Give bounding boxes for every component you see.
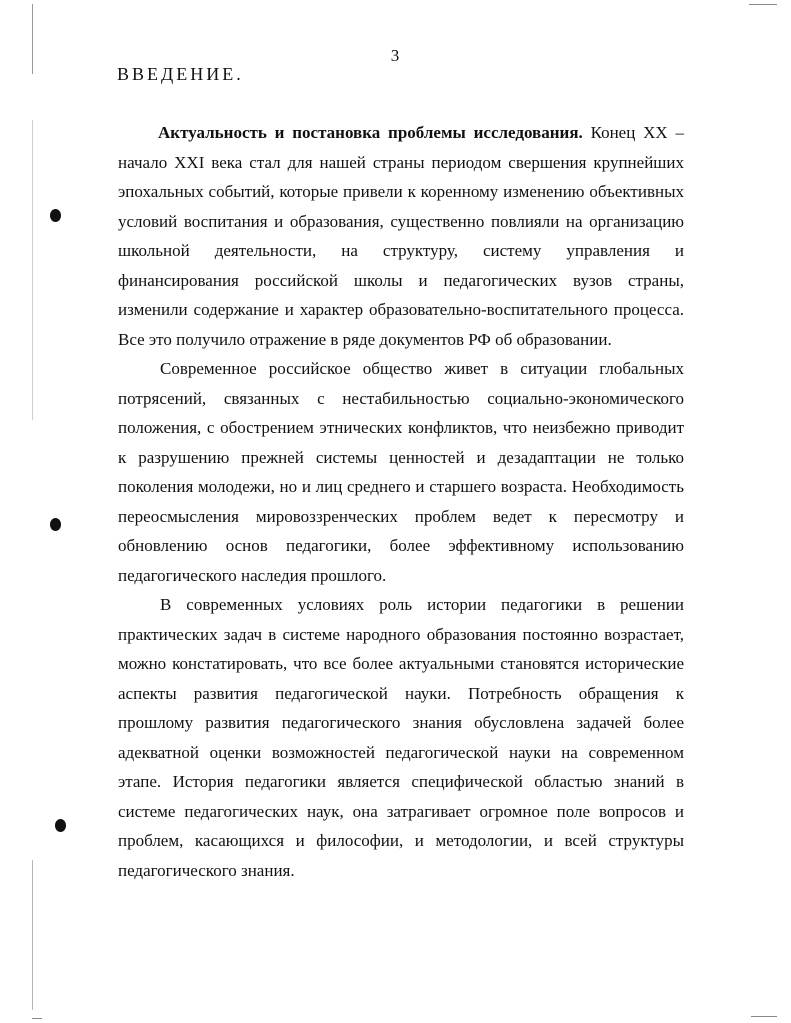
paragraph: В современных условиях роль истории педагогики в решении практических задач в системе народного образования постоянно возрастает, можно констатировать, что все более актуальными становятся исторические аспекты развития педагогической науки. Потребность обращения к прошлому развития педагогического знания обусловлена задачей более адекватной оценки возможностей педагогической науки на современном этапе. История педагогики является специфической областью знаний в системе педагогических наук, она затрагивает огромное поле вопросов и проблем, касающихся и философии, и методологии, и всей структуры педагогического знания. [118, 595, 684, 880]
paragraph: Современное российское общество живет в ситуации глобальных потрясений, связанных с нестабильностью социально-экономического положения, с обострением этнических конфликтов, что неизбежно приводит к разрушению прежней системы ценностей и дезадаптации не только поколения молодежи, но и лиц среднего и старшего возраста. Необходимость переосмысления мировоззренческих проблем ведет к пересмотру и обновлению основ педагогики, более эффективному использованию педагогического наследия прошлого. [118, 359, 684, 585]
scan-corner-mark [32, 1018, 42, 1019]
scan-edge-line [32, 120, 33, 420]
punch-hole [50, 518, 61, 531]
section-heading: ВВЕДЕНИЕ. [117, 64, 244, 84]
body-text [118, 118, 684, 885]
punch-hole [55, 819, 66, 832]
scan-edge-line [32, 860, 33, 1010]
paragraph [118, 118, 684, 354]
page-number: 3 [390, 46, 400, 65]
scan-corner-mark [749, 4, 777, 5]
paragraph-text: Конец XX – начало XXI века стал для нашей страны периодом свершения крупнейших эпохальных событий, которые привели к коренному изменению объективных условий воспитания и образования, существенно повлияли на организацию школьной деятельности, на структуру, систему управления и финансирования российской школы и педагогических вузов страны, изменили содержание и характер образовательно-воспитательного процесса. Все это получило отражение в ряде документов РФ об образовании. [118, 123, 684, 349]
scan-edge-line [32, 4, 33, 74]
paragraph-lead: Актуальность и постановка проблемы исследования. [158, 123, 583, 142]
scan-corner-mark [751, 1016, 777, 1017]
punch-hole [50, 209, 61, 222]
